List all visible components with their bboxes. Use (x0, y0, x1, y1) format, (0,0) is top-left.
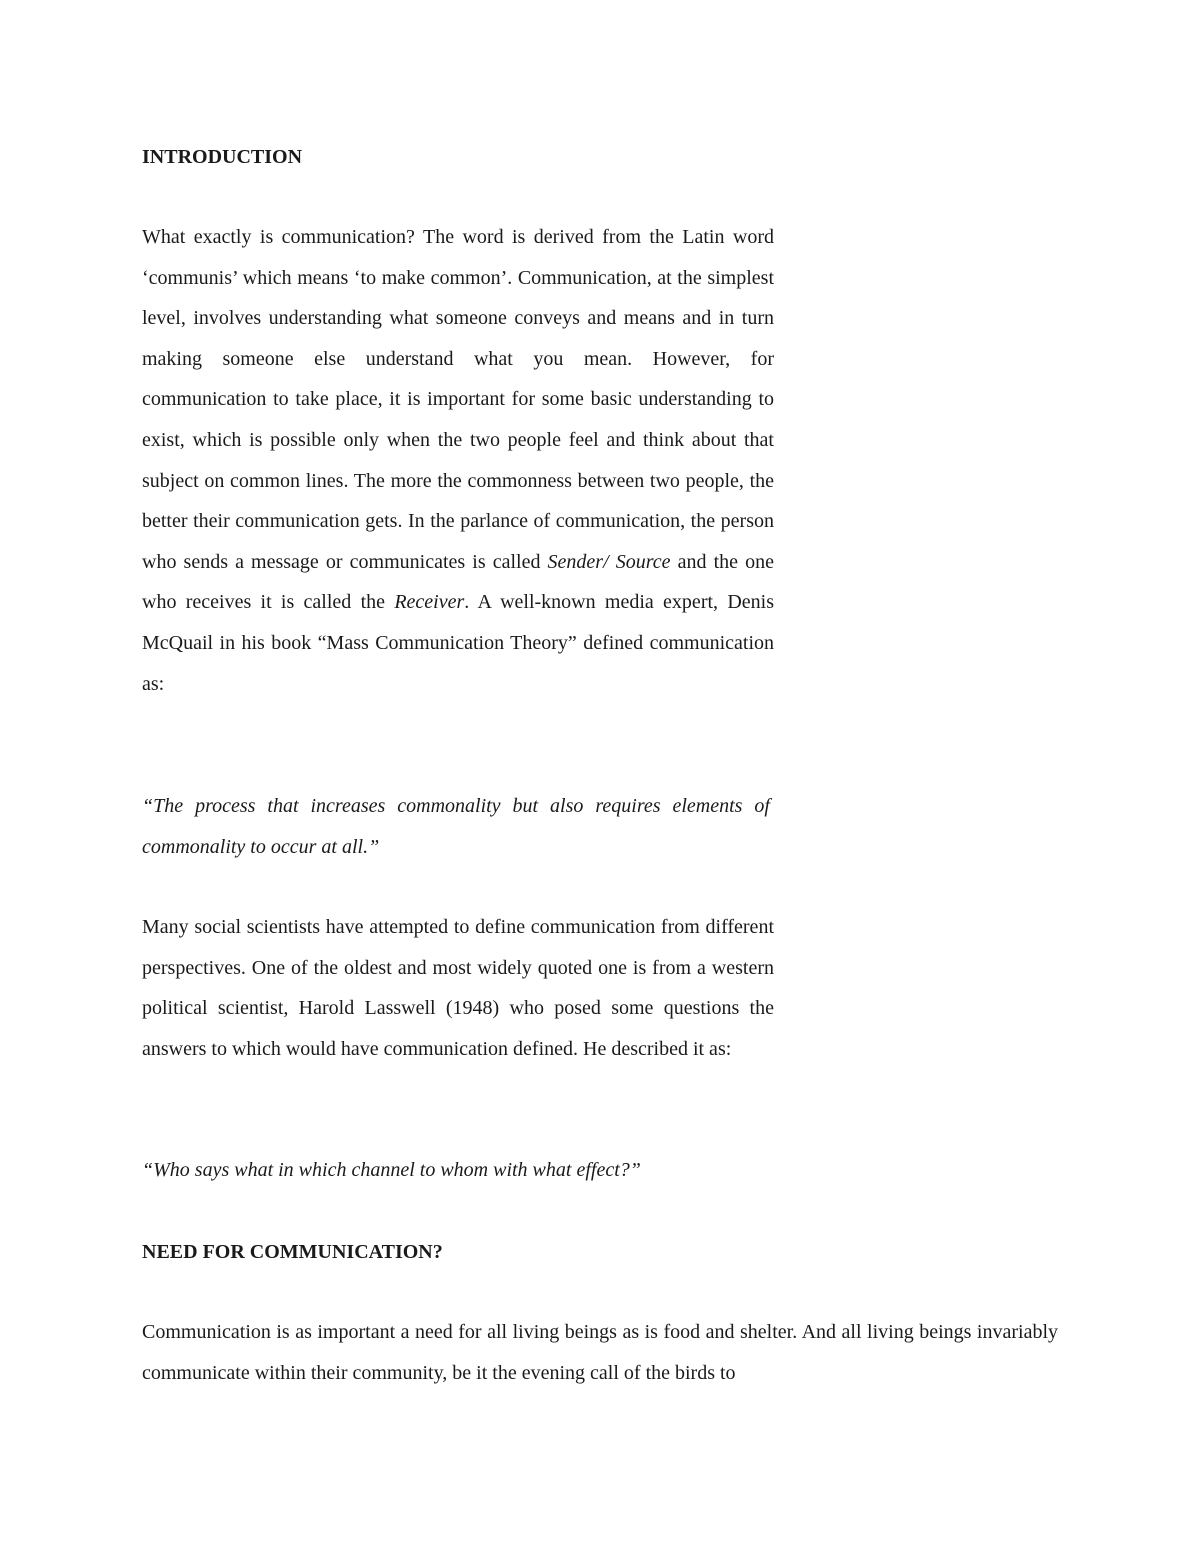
introduction-heading: INTRODUCTION (142, 146, 303, 168)
intro-text-part2: and the one who receives it is called the (142, 550, 775, 614)
lasswell-paragraph: Many social scientists have attempted to define communication from different perspectives. One of the oldest and most widely quoted one is from a western political scientist, Harold Lasswell (1948) who posed some questions the answers to which would have communication defined. He described it as: (142, 916, 774, 1060)
intro-text-part3: . A well-known media expert, Denis McQuail in his book “Mass Communication Theory” defined communication as: (142, 591, 774, 695)
term-sender-source: Sender/ Source (547, 550, 671, 573)
intro-text-part1: What exactly is communication? The word is derived from the Latin word ‘communis’ which means ‘to make common’. Communication, at the simplest level, involves understanding what someone conveys and means and in turn making someone else understand what you mean. However, for communication to take place, it is important for some basic understanding to exist, which is possible only when the two people feel and think about that subject on common lines. The more the commonness between two people, the better their communication gets. In the parlance of communication, the person who sends a message or communicates is called (142, 226, 774, 573)
introduction-paragraph (142, 217, 774, 704)
need-for-communication-heading: NEED FOR COMMUNICATION? (142, 1241, 443, 1263)
need-paragraph: Communication is as important a need for all living beings as is food and shelter. And all living beings invariably communicate within their community, be it the evening call of the birds to (142, 1321, 1058, 1384)
term-receiver: Receiver (394, 591, 465, 614)
lasswell-quote: “Who says what in which channel to whom with what effect?” (142, 1159, 641, 1181)
mcquail-quote: “The process that increases commonality but also requires elements of commonality to occur at all.” (142, 795, 770, 858)
